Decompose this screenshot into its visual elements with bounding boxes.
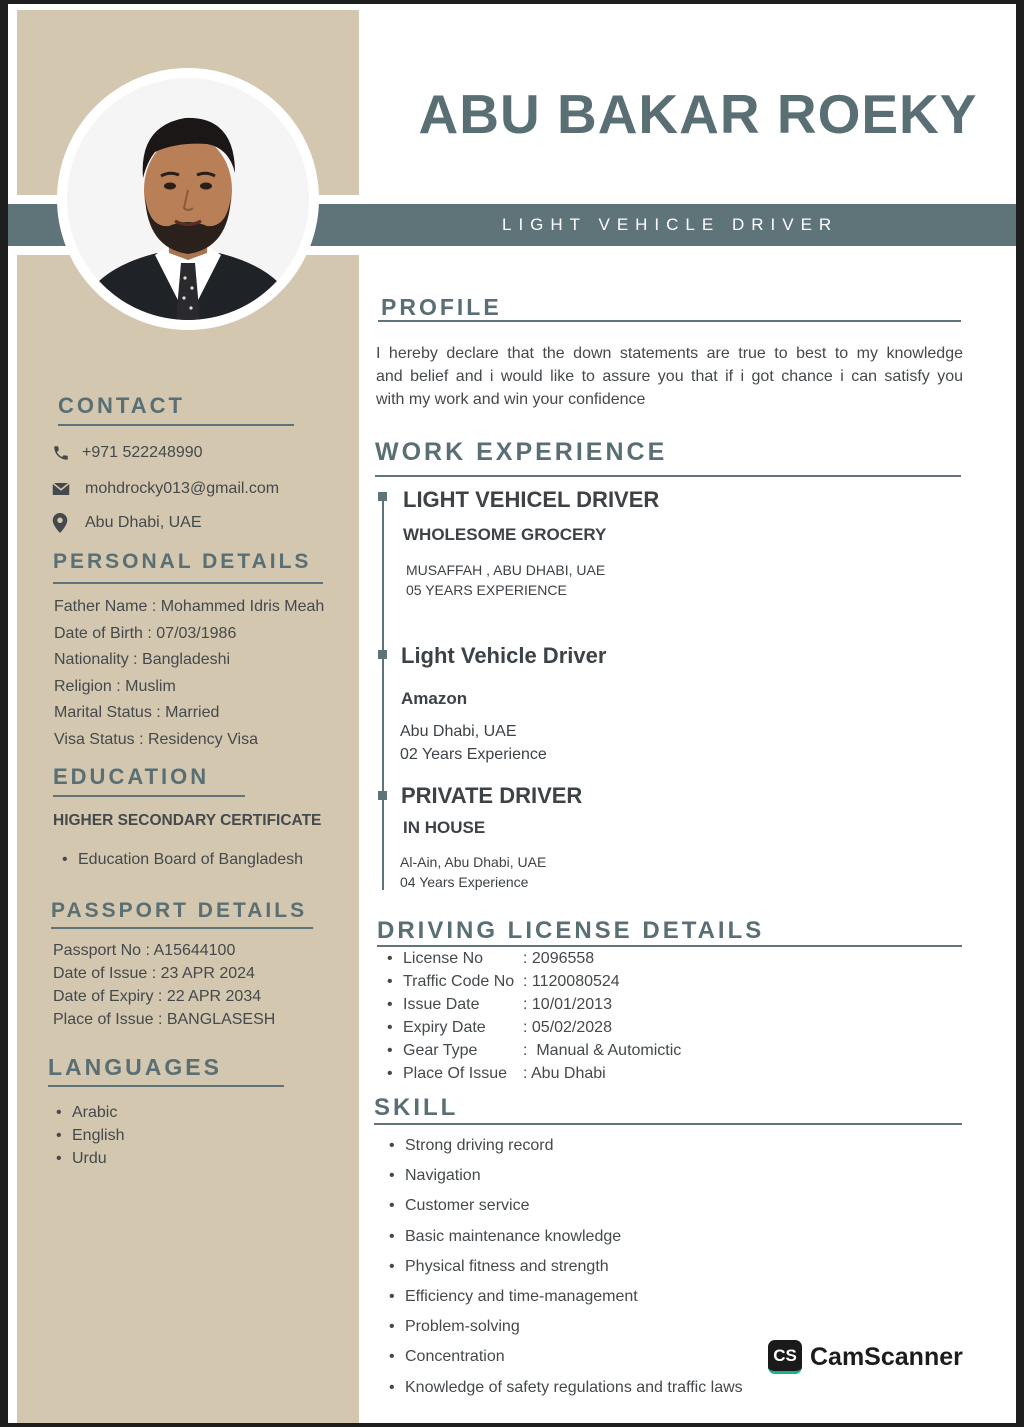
camscanner-logo-icon: CS [768,1340,802,1374]
skill-item: • Physical fitness and strength [385,1258,743,1288]
passport-number: Passport No : A15644100 [53,942,236,959]
job-1-experience: 05 YEARS EXPERIENCE [406,582,567,598]
camscanner-brand: CamScanner [810,1342,963,1371]
contact-divider [58,424,294,426]
education-divider [53,795,245,797]
work-timeline [382,494,384,890]
job-1-title: LIGHT VEHICEL DRIVER [403,487,660,512]
skill-item: • Efficiency and time-management [385,1288,743,1318]
language-item: • Arabic [52,1101,124,1124]
contact-phone[interactable]: +971 522248990 [82,444,203,461]
passport-issue-date: Date of Issue : 23 APR 2024 [53,965,255,982]
job-2-experience: 02 Years Experience [400,746,547,763]
personal-details-list [54,594,324,753]
license-row [383,1019,681,1042]
job-2-title: Light Vehicle Driver [401,643,607,668]
skill-item: • Knowledge of safety regulations and traffic laws [385,1379,743,1409]
job-1-location: MUSAFFAH , ABU DHABI, UAE [406,562,606,578]
profile-divider [378,320,961,322]
job-3-company: IN HOUSE [403,818,486,837]
license-label: • Expiry Date [403,1019,486,1036]
job-2-company: Amazon [401,689,468,708]
license-value: : 10/01/2013 [523,996,612,1013]
location-pin-icon [52,513,68,533]
contact-phone-row [52,444,203,462]
skill-list [385,1137,743,1409]
profile-text [376,342,963,411]
timeline-marker [378,492,387,501]
skill-item: • Strong driving record [385,1137,743,1167]
skill-item: • Problem-solving [385,1318,743,1348]
phone-icon [52,444,70,462]
personal-details-heading: PERSONAL DETAILS [53,550,312,573]
profile-line-1: I hereby declare that the down statements are true to best to my knowledge [376,345,963,362]
passport-details-heading: PASSPORT DETAILS [51,899,308,922]
license-divider [377,945,962,947]
license-label: • Traffic Code No [403,973,515,990]
language-item: • English [52,1124,124,1147]
profile-heading: PROFILE [381,294,502,320]
education-board-list [58,847,303,874]
job-3-details [400,852,546,892]
work-experience-heading: WORK EXPERIENCE [375,438,668,466]
job-3-experience: 04 Years Experience [400,874,529,890]
license-row [383,950,681,973]
languages-divider [48,1085,284,1087]
portrait-illustration [67,78,309,320]
license-value: : 2096558 [523,950,595,967]
skill-item: • Concentration [385,1348,743,1378]
license-row [383,996,681,1019]
job-2-location: Abu Dhabi, UAE [400,723,517,740]
camscanner-watermark [768,1340,963,1374]
skill-item: • Basic maintenance knowledge [385,1228,743,1258]
job-1-company: WHOLESOME GROCERY [403,525,607,544]
skill-divider [374,1123,962,1125]
license-row [383,1065,681,1088]
license-row [383,973,681,996]
personal-marital-status: Marital Status : Married [54,704,220,721]
education-heading: EDUCATION [53,764,210,789]
license-heading: DRIVING LICENSE DETAILS [377,917,765,944]
skill-item: • Navigation [385,1167,743,1197]
contact-location-row [52,513,202,533]
education-degree: HIGHER SECONDARY CERTIFICATE [53,812,322,829]
profile-line-3: with my work and win your confidence [376,391,646,408]
language-item: • Urdu [52,1147,124,1170]
resume-page [8,4,1016,1423]
license-row [383,1042,681,1065]
personal-father-name: Father Name : Mohammed Idris Meah [54,598,325,615]
profile-line-2: and belief and i would like to assure you that if i got chance i can satisfy you [376,368,963,385]
contact-heading: CONTACT [58,393,185,418]
contact-location: Abu Dhabi, UAE [85,514,202,531]
license-value: : Abu Dhabi [523,1065,606,1082]
mail-icon [52,482,70,496]
personal-religion: Religion : Muslim [54,677,176,695]
contact-email-row [52,480,279,498]
job-2-details [400,720,547,766]
personal-details-divider [53,582,323,584]
job-title: LIGHT VEHICLE DRIVER [502,215,839,234]
profile-photo-frame [57,68,319,330]
skill-item: • Customer service [385,1197,743,1227]
passport-details-divider [51,927,313,929]
job-3-location: Al-Ain, Abu Dhabi, UAE [400,854,547,870]
license-details-list [383,950,681,1088]
license-label: • Issue Date [403,996,480,1013]
job-1-details [406,560,605,600]
license-value: : Manual & Automictic [523,1042,682,1059]
skill-heading: SKILL [374,1094,459,1121]
license-value: : 05/02/2028 [523,1019,612,1036]
profile-photo [67,78,309,320]
sidebar-panel [17,255,359,1423]
personal-visa-status: Visa Status : Residency Visa [54,730,258,748]
license-value: : 1120080524 [523,973,620,990]
passport-place-of-issue: Place of Issue : BANGLASESH [53,1011,276,1028]
timeline-marker [378,791,387,800]
license-label: • Place Of Issue [403,1065,508,1082]
job-3-title: PRIVATE DRIVER [401,783,583,808]
work-experience-divider [375,475,961,477]
passport-details-list [53,939,275,1031]
passport-expiry-date: Date of Expiry : 22 APR 2034 [53,988,262,1005]
personal-date-of-birth: Date of Birth : 07/03/1986 [54,624,237,642]
license-label: • Gear Type [403,1042,478,1059]
education-board: • Education Board of Bangladesh [58,847,303,874]
languages-heading: LANGUAGES [48,1054,222,1080]
contact-email[interactable]: mohdrocky013@gmail.com [85,480,280,497]
license-label: • License No [403,950,484,967]
personal-nationality: Nationality : Bangladeshi [54,651,231,668]
languages-list [52,1101,124,1170]
timeline-marker [378,650,387,659]
candidate-name: ABU BAKAR ROEKY [418,83,978,145]
